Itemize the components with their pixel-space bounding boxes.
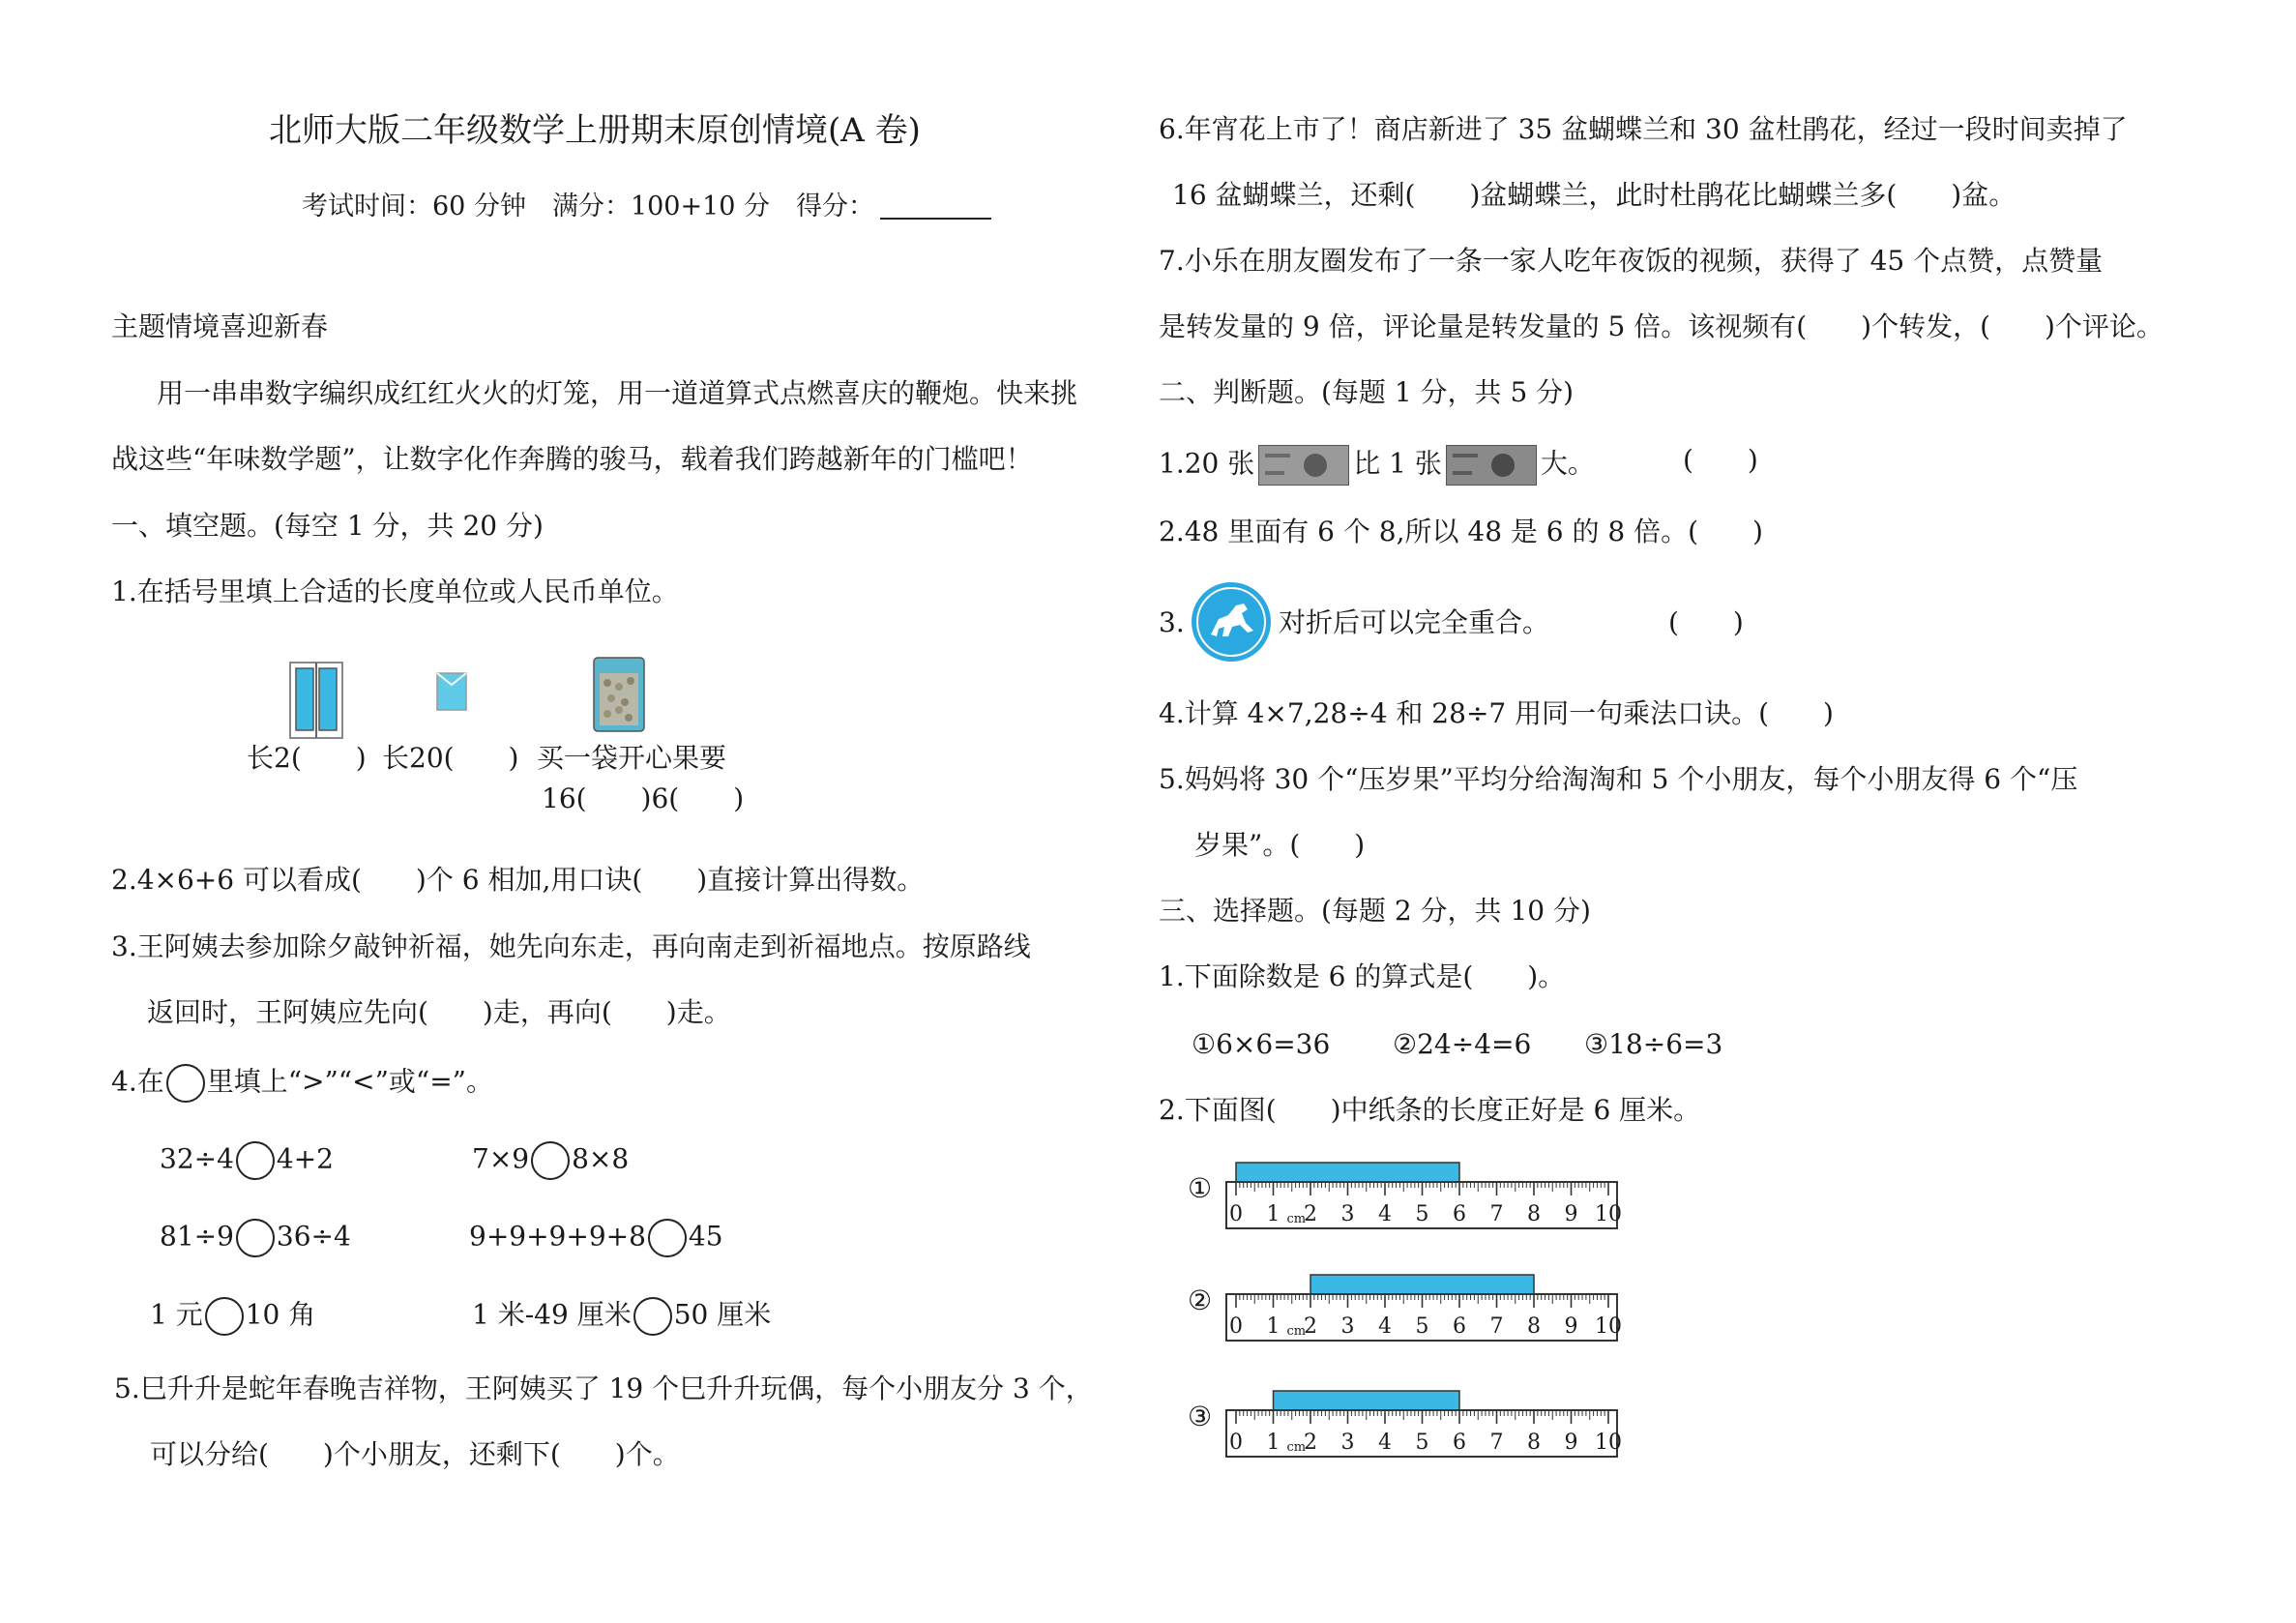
compare-left: 7×9 xyxy=(472,1142,530,1175)
s2-q2: 2.48 里面有 6 个 8,所以 48 是 6 的 8 倍。( ) xyxy=(1159,516,1763,547)
ruler-number: 7 xyxy=(1489,1202,1504,1226)
s1-q4-post: 里填上“>”“<”或“=”。 xyxy=(206,1065,493,1098)
s1-q7-line2: 是转发量的 9 倍，评论量是转发量的 5 倍。该视频有( )个转发，( )个评论。 xyxy=(1159,310,2164,342)
compare-circle[interactable] xyxy=(648,1219,687,1257)
ruler-number: 4 xyxy=(1378,1431,1392,1455)
ruler-number: 4 xyxy=(1378,1202,1392,1226)
ruler-number: 8 xyxy=(1527,1314,1541,1339)
compare-item xyxy=(160,1219,351,1257)
ruler-number: 1 xyxy=(1266,1314,1280,1339)
horse-medal-icon xyxy=(1190,580,1273,664)
ruler-number: 9 xyxy=(1564,1202,1578,1226)
ruler-number: 10 xyxy=(1595,1431,1622,1455)
ruler-number: 7 xyxy=(1489,1431,1504,1455)
paper-strip xyxy=(1236,1163,1459,1182)
s3-q1: 1.下面除数是 6 的算式是( )。 xyxy=(1159,960,1566,992)
s1-q4 xyxy=(111,1064,493,1103)
s2-q1-c: 大。 xyxy=(1540,447,1595,480)
bookcase-icon xyxy=(288,661,344,740)
compare-circle-example xyxy=(166,1064,205,1103)
answer-paren[interactable]: ( ) xyxy=(1668,606,1744,638)
ruler-svg xyxy=(1188,1389,1633,1459)
score-blank[interactable] xyxy=(880,196,991,220)
s1-q7-line1: 7.小乐在朋友圈发布了一条一家人吃年夜饭的视频，获得了 45 个点赞，点赞量 xyxy=(1159,245,2104,277)
caption-bag: 买一袋开心果要 xyxy=(537,742,727,774)
s2-q4: 4.计算 4×7,28÷4 和 28÷7 用同一句乘法口诀。( ) xyxy=(1159,697,1834,729)
ruler-number: 8 xyxy=(1527,1431,1541,1455)
ruler-number: 4 xyxy=(1378,1314,1392,1339)
ruler-unit: cm xyxy=(1286,1324,1307,1339)
s1-q3-line2: 返回时，王阿姨应先向( )走，再向( )走。 xyxy=(147,996,731,1028)
ruler-number: 1 xyxy=(1266,1431,1280,1455)
compare-right: 45 xyxy=(688,1220,723,1253)
envelope-icon xyxy=(435,671,468,712)
theme-intro-1: 用一串串数字编织成红红火火的灯笼，用一道道算式点燃喜庆的鞭炮。快来挑 xyxy=(157,377,1078,409)
s2-q1-a: 1.20 张 xyxy=(1159,447,1255,480)
s2-q3-text: 对折后可以完全重合。 xyxy=(1279,606,1550,638)
exam-meta-text: 考试时间：60 分钟 满分：100+10 分 得分： xyxy=(302,192,875,221)
ruler-number: 6 xyxy=(1453,1314,1466,1339)
compare-right: 10 角 xyxy=(245,1298,316,1331)
s3-q1-option-3[interactable]: ③18÷6=3 xyxy=(1584,1028,1723,1060)
compare-right: 36÷4 xyxy=(276,1220,351,1253)
s1-q4-pre: 4.在 xyxy=(111,1065,164,1098)
compare-item xyxy=(469,1219,723,1257)
s1-q1: 1.在括号里填上合适的长度单位或人民币单位。 xyxy=(111,575,679,607)
s3-q1-option-1[interactable]: ①6×6=36 xyxy=(1192,1028,1331,1060)
theme-intro-2: 战这些“年味数学题”，让数字化作奔腾的骏马，载着我们跨越新年的门槛吧！ xyxy=(111,443,1033,475)
s2-q5-line1: 5.妈妈将 30 个“压岁果”平均分给淘淘和 5 个小朋友，每个小朋友得 6 个“压 xyxy=(1159,763,2078,795)
paper-strip xyxy=(1274,1391,1460,1410)
ruler-number: 5 xyxy=(1415,1314,1429,1339)
pistachio-bag-icon xyxy=(590,654,648,735)
ruler-number: 2 xyxy=(1304,1431,1317,1455)
section1-heading: 一、填空题。(每空 1 分，共 20 分) xyxy=(111,510,544,542)
ruler-number: 6 xyxy=(1453,1431,1466,1455)
compare-left: 32÷4 xyxy=(160,1142,234,1175)
compare-left: 1 米-49 厘米 xyxy=(472,1298,632,1331)
compare-left: 81÷9 xyxy=(160,1220,234,1253)
ruler-number: 9 xyxy=(1564,1431,1578,1455)
compare-item xyxy=(150,1297,315,1336)
s1-q5-line1: 5.巳升升是蛇年春晚吉祥物，王阿姨买了 19 个巳升升玩偶，每个小朋友分 3 个， xyxy=(114,1372,1093,1404)
compare-item xyxy=(160,1141,334,1180)
ruler-unit: cm xyxy=(1286,1212,1307,1226)
s1-q6-line2: 16 盆蝴蝶兰，还剩( )盆蝴蝶兰，此时杜鹃花比蝴蝶兰多( )盆。 xyxy=(1172,179,2016,211)
caption-bag-price: 16( )6( ) xyxy=(542,782,745,814)
section3-heading: 三、选择题。(每题 2 分，共 10 分) xyxy=(1159,895,1591,927)
ruler-number: 2 xyxy=(1304,1314,1317,1339)
ruler-number: 3 xyxy=(1340,1314,1355,1339)
s1-q5-line2: 可以分给( )个小朋友，还剩下( )个。 xyxy=(150,1438,680,1470)
ruler-svg xyxy=(1188,1161,1633,1230)
ruler-option-2[interactable] xyxy=(1188,1273,1633,1343)
compare-left: 1 元 xyxy=(150,1298,203,1331)
ruler-number: 0 xyxy=(1229,1202,1243,1226)
ruler-number: 10 xyxy=(1595,1202,1622,1226)
ruler-number: 5 xyxy=(1415,1202,1429,1226)
ruler-svg xyxy=(1188,1273,1633,1343)
page-title: 北师大版二年级数学上册期末原创情境(A 卷) xyxy=(269,111,921,150)
ruler-number: 3 xyxy=(1340,1202,1355,1226)
ruler-unit: cm xyxy=(1286,1440,1307,1455)
ruler-number: 0 xyxy=(1229,1431,1243,1455)
ruler-number: 1 xyxy=(1266,1202,1280,1226)
compare-right: 8×8 xyxy=(572,1142,630,1175)
compare-right: 4+2 xyxy=(276,1142,334,1175)
compare-item xyxy=(472,1297,771,1336)
s2-q1 xyxy=(1159,445,1595,486)
ruler-number: 10 xyxy=(1595,1314,1622,1339)
compare-circle[interactable] xyxy=(633,1297,672,1336)
ruler-number: 3 xyxy=(1340,1431,1355,1455)
theme-title: 主题情境喜迎新春 xyxy=(111,310,329,342)
ruler-number: 0 xyxy=(1229,1314,1243,1339)
caption-envelope: 长20( ) xyxy=(382,742,519,774)
section2-heading: 二、判断题。(每题 1 分，共 5 分) xyxy=(1159,376,1575,408)
ruler-option-3[interactable] xyxy=(1188,1389,1633,1459)
ruler-number: 7 xyxy=(1489,1314,1504,1339)
s2-q1-b: 比 1 张 xyxy=(1353,447,1442,480)
compare-item xyxy=(472,1141,629,1180)
s2-q3-num: 3. xyxy=(1159,606,1185,638)
ruler-number: 6 xyxy=(1453,1202,1466,1226)
caption-bookcase: 长2( ) xyxy=(247,742,367,774)
exam-meta xyxy=(302,193,991,220)
s3-q2: 2.下面图( )中纸条的长度正好是 6 厘米。 xyxy=(1159,1094,1701,1126)
s1-q2: 2.4×6+6 可以看成( )个 6 相加,用口诀( )直接计算出得数。 xyxy=(111,864,925,896)
compare-circle[interactable] xyxy=(531,1141,570,1180)
compare-circle[interactable] xyxy=(236,1141,275,1180)
ruler-label: ③ xyxy=(1188,1401,1213,1432)
compare-circle[interactable] xyxy=(236,1219,275,1257)
s1-q3-line1: 3.王阿姨去参加除夕敲钟祈福，她先向东走，再向南走到祈福地点。按原路线 xyxy=(111,930,1031,962)
ruler-option-1[interactable] xyxy=(1188,1161,1633,1230)
ruler-label: ② xyxy=(1188,1284,1213,1316)
ruler-label: ① xyxy=(1188,1172,1213,1204)
s2-q5-line2: 岁果”。( ) xyxy=(1194,829,1366,861)
banknote-100-icon xyxy=(1446,445,1537,486)
s1-q6-line1: 6.年宵花上市了！商店新进了 35 盆蝴蝶兰和 30 盆杜鹃花，经过一段时间卖掉了 xyxy=(1159,113,2128,145)
ruler-number: 8 xyxy=(1527,1202,1541,1226)
ruler-number: 5 xyxy=(1415,1431,1429,1455)
compare-circle[interactable] xyxy=(205,1297,244,1336)
answer-paren[interactable]: ( ) xyxy=(1683,444,1758,476)
compare-left: 9+9+9+9+8 xyxy=(469,1220,646,1253)
ruler-number: 9 xyxy=(1564,1314,1578,1339)
ruler-number: 2 xyxy=(1304,1202,1317,1226)
paper-strip xyxy=(1310,1275,1534,1294)
banknote-10-icon xyxy=(1258,445,1349,486)
s3-q1-option-2[interactable]: ②24÷4=6 xyxy=(1393,1028,1532,1060)
compare-right: 50 厘米 xyxy=(673,1298,772,1331)
